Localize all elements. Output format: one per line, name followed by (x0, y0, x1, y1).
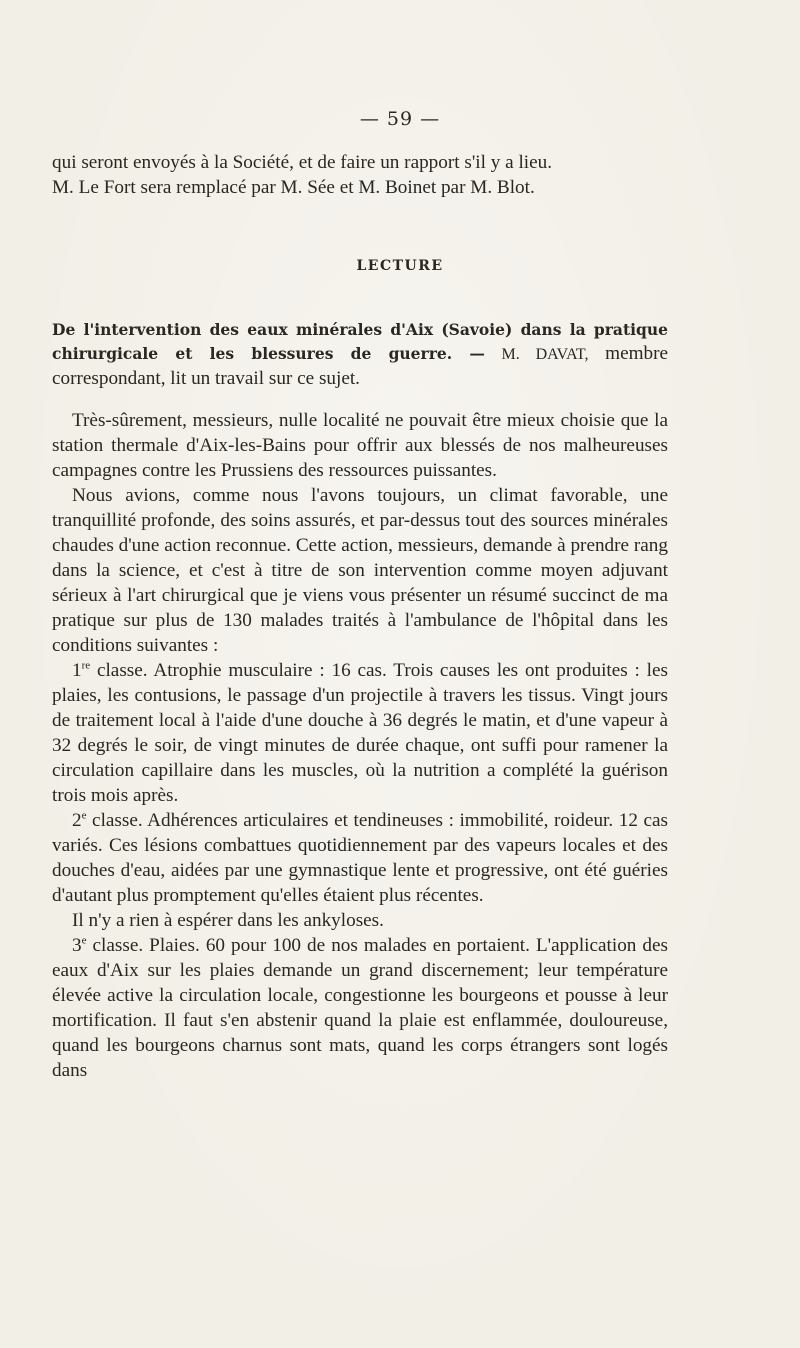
class-3-number: 3 (72, 935, 82, 956)
class-2-number: 2 (72, 810, 82, 831)
intro-text (52, 150, 668, 200)
paragraph-class-3 (52, 933, 668, 1083)
paragraph-class-1 (52, 658, 668, 808)
article-title: De l'intervention des eaux minérales d'Aix (Savoie) dans la pratique chirurgicale et les blessures de guerre. — (52, 320, 668, 363)
paragraph-class-2 (52, 808, 668, 908)
paragraph-1: Très-sûrement, messieurs, nulle localité ne pouvait être mieux choisie que la station thermale d'Aix-les-Bains pour offrir aux blessés de nos malheureuses campagnes contre les Prussiens des ressources puissantes. (52, 410, 668, 481)
body-text (52, 408, 668, 1083)
class-2-text: classe. Adhérences articulaires et tendineuses : immobilité, roideur. 12 cas variés. Ces lésions combattues quotidiennement par des vapeurs locales et des douches d'eau, aidées par une gymnastique lente et progressive, ont été guéries d'autant plus promptement qu'elles étaient plus récentes. (52, 810, 668, 906)
class-1-text: classe. Atrophie musculaire : 16 cas. Trois causes les ont produites : les plaies, les contusions, le passage d'un projectile à travers les tissus. Vingt jours de traitement local à l'aide d'une douche à 36 degrés le matin, et d'une vapeur à 32 degrés le soir, de vingt minutes de durée chaque, ont suffi pour ramener la circulation capillaire dans les muscles, où la nutrition a complété la guérison trois mois après. (52, 660, 668, 806)
class-3-ordinal: e (81, 934, 87, 947)
class-3-text: classe. Plaies. 60 pour 100 de nos malades en portaient. L'application des eaux d'Aix sur les plaies demande un grand discernement; leur température élevée active la circulation locale, congestionne les bourgeons et pousse à leur mortification. Il faut s'en abstenir quand la plaie est enflammée, douloureuse, quand les bourgeons charnus sont mats, quand les corps étrangers sont logés dans (52, 935, 668, 1081)
article-title-block (52, 318, 668, 391)
intro-line-2: M. Le Fort sera remplacé par M. Sée et M. Boinet par M. Blot. (52, 177, 535, 198)
class-2-ordinal: e (81, 809, 87, 822)
article-author: M. DAVAT, (501, 346, 589, 363)
page-number: — 59 — (359, 108, 441, 130)
paragraph-2: Nous avions, comme nous l'avons toujours, un climat favorable, une tranquillité profonde, des soins assurés, et par-dessus tout des sources minérales chaudes d'une action reconnue. Cette action, messieurs, demande à prendre rang dans la science, et c'est à titre de son intervention comme moyen adjuvant sérieux à l'art chirurgical que je viens vous présenter un résumé succinct de ma pratique sur plus de 130 malades traités à l'ambulance de l'hôpital dans les conditions suivantes : (52, 485, 668, 656)
paragraph-ankyloses: Il n'y a rien à espérer dans les ankyloses. (72, 910, 384, 931)
section-heading: LECTURE (356, 258, 444, 274)
article-author-tail: membre correspondant, lit un travail sur ce sujet. (52, 343, 669, 389)
class-1-number: 1 (72, 660, 82, 681)
class-1-ordinal: re (81, 659, 91, 672)
intro-line-1: qui seront envoyés à la Société, et de faire un rapport s'il y a lieu. (52, 152, 553, 173)
